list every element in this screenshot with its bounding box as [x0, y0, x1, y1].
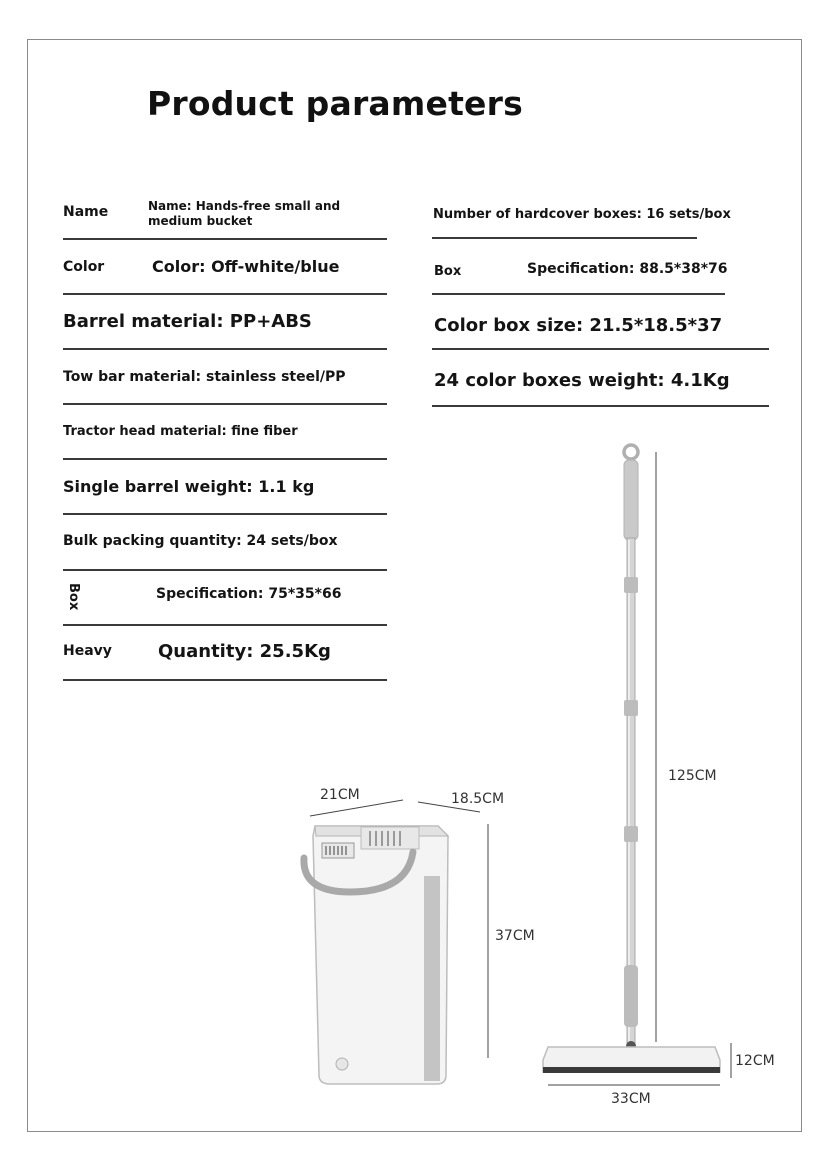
color-boxes-weight: 24 color boxes weight: 4.1Kg — [434, 370, 730, 391]
tractor-head-material: Tractor head material: fine fiber — [63, 424, 298, 439]
single-barrel-weight: Single barrel weight: 1.1 kg — [63, 477, 315, 496]
color-box-size: Color box size: 21.5*18.5*37 — [434, 315, 723, 336]
heavy-label: Heavy — [63, 643, 112, 659]
bucket-height-label: 37CM — [495, 928, 535, 944]
mop-illustration — [543, 445, 720, 1073]
right-box-label: Box — [434, 264, 462, 279]
color-value: Color: Off-white/blue — [152, 257, 340, 276]
bucket-illustration — [304, 826, 448, 1084]
name-value: Name: Hands-free small and medium bucket — [148, 199, 341, 228]
mop-length-label: 125CM — [668, 768, 717, 784]
box-specification: Specification: 75*35*66 — [156, 586, 342, 602]
right-box-specification: Specification: 88.5*38*76 — [527, 261, 728, 277]
tow-bar-material: Tow bar material: stainless steel/PP — [63, 369, 346, 385]
hardcover-boxes: Number of hardcover boxes: 16 sets/box — [433, 207, 731, 222]
color-label: Color — [63, 259, 105, 275]
name-label: Name — [63, 204, 109, 220]
bucket-width-label: 21CM — [320, 787, 360, 803]
bucket-depth-label: 18.5CM — [451, 791, 505, 807]
mop-head-width-label: 33CM — [611, 1091, 651, 1107]
bulk-packing-quantity: Bulk packing quantity: 24 sets/box — [63, 533, 338, 549]
box-label: Box — [66, 583, 81, 611]
mop-head-height-label: 12CM — [735, 1053, 775, 1069]
barrel-material: Barrel material: PP+ABS — [63, 311, 312, 332]
page-title: Product parameters — [147, 84, 523, 123]
heavy-quantity: Quantity: 25.5Kg — [158, 641, 331, 662]
